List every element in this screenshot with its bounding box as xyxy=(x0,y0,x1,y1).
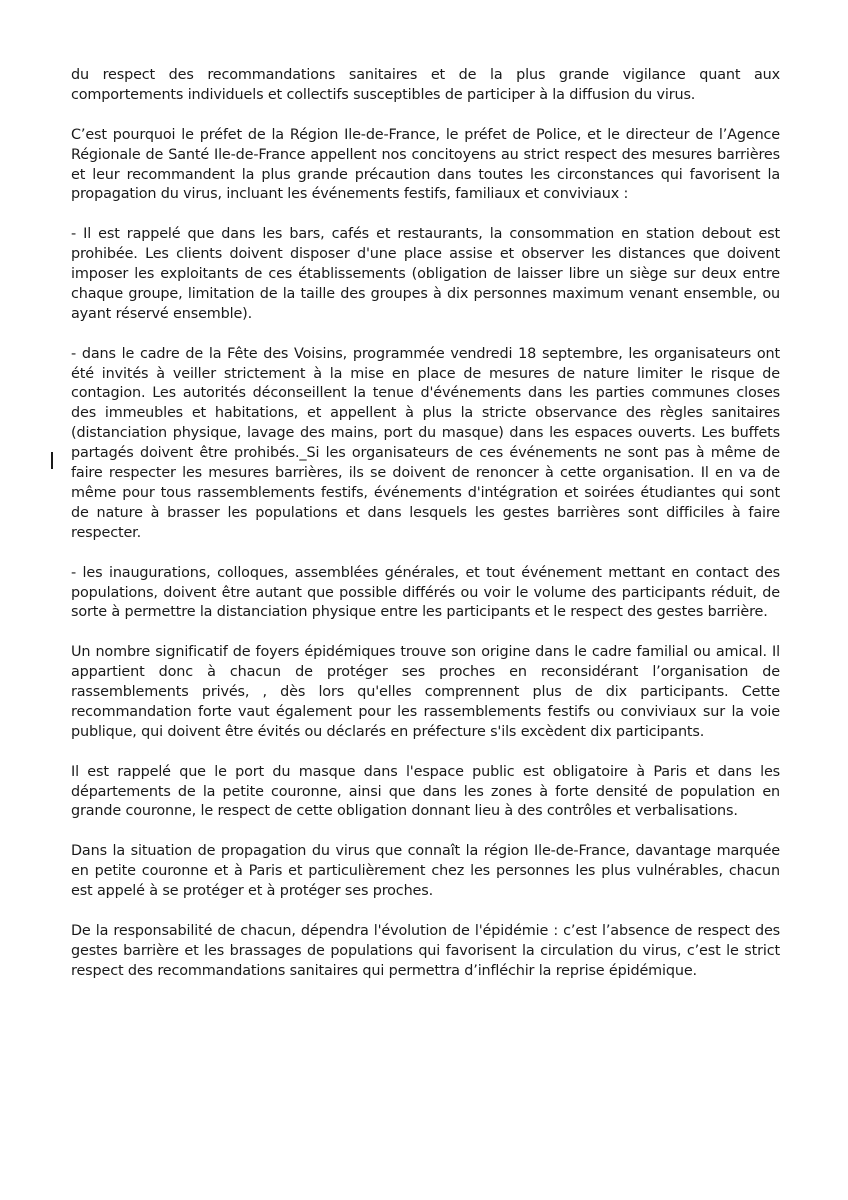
paragraph-intro-continuation: du respect des recommandations sanitaires et de la plus grande vigilance quant aux comportements individuels et collectifs susceptibles de participer à la diffusion du virus. xyxy=(71,67,780,103)
paragraph-family-gatherings: Un nombre significatif de foyers épidémiques trouve son origine dans le cadre familial ou amical. Il appartient donc à chacun de protéger ses proches en reconsidérant l’organisation de rassemblements privés, , dès lors qu'elles comprennent plus de dix participants. Cette recommandation forte vaut également pour les rassemblements festifs ou conviviaux sur la voie publique, qui doivent être évités ou déclarés en préfecture s'ils excèdent dix participants. xyxy=(71,644,780,740)
paragraph-mask-obligation: Il est rappelé que le port du masque dans l'espace public est obligatoire à Paris et dans les départements de la petite couronne, ainsi que dans les zones à forte densité de population en grande couronne, le respect de cette obligation donnant lieu à des contrôles et verbalisations. xyxy=(71,763,780,820)
paragraph-events-conferences: - les inaugurations, colloques, assemblées générales, et tout événement mettant en contact des populations, doivent être autant que possible différés ou voir le volume des participants réduit, de sorte à permettre la distanciation physique entre les participants et le respect des gestes barrière. xyxy=(71,564,780,621)
document-body xyxy=(71,66,780,1001)
revision-change-bar xyxy=(51,452,53,469)
paragraph-authorities-appeal: C’est pourquoi le préfet de la Région Ile-de-France, le préfet de Police, et le directeur de l’Agence Régionale de Santé Ile-de-France appellent nos concitoyens au strict respect des mesures barrières et leur recommandent la plus grande précaution dans toutes les circonstances qui favorisent la propagation du virus, incluant les événements festifs, familiaux et conviviaux : xyxy=(71,126,780,203)
paragraph-propagation-situation: Dans la situation de propagation du virus que connaît la région Ile-de-France, davantage marquée en petite couronne et à Paris et particulièrement chez les personnes les plus vulnérables, chacun est appelé à se protéger et à protéger ses proches. xyxy=(71,843,780,900)
paragraph-responsibility: De la responsabilité de chacun, dépendra l'évolution de l'épidémie : c’est l’absence de respect des gestes barrière et les brassages de populations qui favorisent la circulation du virus, c’est le strict respect des recommandations sanitaires qui permettra d’infléchir la reprise épidémique. xyxy=(71,922,780,979)
paragraph-fete-des-voisins: - dans le cadre de la Fête des Voisins, programmée vendredi 18 septembre, les organisateurs ont été invités à veiller strictement à la mise en place de mesures de nature limiter le risque de contagion. Les autorités déconseillent la tenue d'événements dans les parties communes closes des immeubles et habitations, et appellent à plus la stricte observance des règles sanitaires (distanciation physique, lavage des mains, port du masque) dans les espaces ouverts. Les buffets partagés doivent être prohibés._Si les organisateurs de ces événements ne sont pas à même de faire respecter les mesures barrières, ils se doivent de renoncer à cette organisation. Il en va de même pour tous rassemblements festifs, événements d'intégration et soirées étudiantes qui sont de nature à brasser les populations et dans lesquels les gestes barrières sont difficiles à faire respecter. xyxy=(71,345,780,541)
paragraph-bars-restaurants: - Il est rappelé que dans les bars, cafés et restaurants, la consommation en station debout est prohibée. Les clients doivent disposer d'une place assise et observer les distances que doivent imposer les exploitants de ces établissements (obligation de laisser libre un siège sur deux entre chaque groupe, limitation de la taille des groupes à dix personnes maximum venant ensemble, ou ayant réservé ensemble). xyxy=(71,226,780,322)
